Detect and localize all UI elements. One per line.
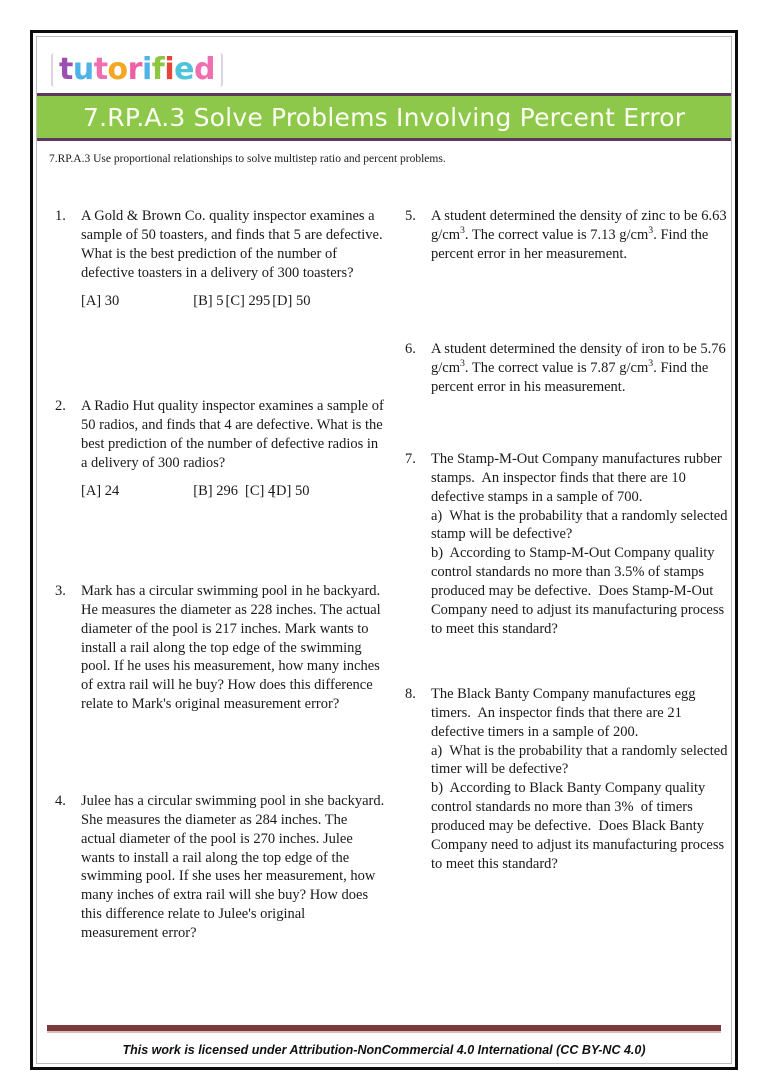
questions-area	[37, 207, 731, 1017]
worksheet-page-inner	[36, 36, 732, 1064]
logo-letter: o	[107, 52, 128, 87]
question-text: Mark has a circular swimming pool in he backyard. He measures the diameter as 228 inches. The actual diameter of the pool is 217 inches. Mark wants to install a rail along the top edge of the swimming pool. If he uses his measurement, how many inches of extra rail will he buy? How does this difference relate to Mark's original measurement error?	[81, 583, 381, 713]
question-number: 2.	[55, 398, 66, 414]
question-item	[405, 450, 732, 638]
brand-logo	[51, 47, 223, 93]
logo-letter: t	[93, 52, 108, 87]
brand-logo-text	[51, 53, 223, 87]
answer-choice[interactable]: [C] 4	[244, 483, 276, 500]
page-title: 7.RP.A.3 Solve Problems Involving Percent Error	[83, 102, 686, 132]
question-item	[405, 340, 732, 397]
answer-choice[interactable]: [D] 50	[271, 483, 310, 500]
question-body	[431, 207, 732, 264]
answer-choice[interactable]: [A] 24	[81, 483, 120, 500]
question-number: 8.	[405, 686, 416, 702]
logo-letter: d	[193, 52, 215, 87]
answer-choice[interactable]: [B] 5	[193, 293, 224, 310]
question-text: Julee has a circular swimming pool in she backyard. She measures the diameter as 284 inches. The actual diameter of the pool is 270 inches. Julee wants to install a rail along the top edge of the swimming pool. If she uses her measurement, how many inches of extra rail will she buy? How does this difference relate to Julee's original measurement error?	[81, 793, 385, 941]
worksheet-title-banner	[37, 93, 731, 141]
answer-choice[interactable]: [C] 295	[225, 293, 271, 310]
question-text: The Stamp-M-Out Company manufactures rubber stamps. An inspector finds that there are 10 defective stamps in a sample of 700. a) What is the probability that a randomly selected stamp will be defective? b) According to Stamp-M-Out Company quality control standards no more than 3.5% of stamps produced may be defective. Does Stamp-M-Out Company need to adjust its manufacturing process to meet this standard?	[431, 451, 728, 637]
license-notice: This work is licensed under Attribution-NonCommercial 4.0 International (CC BY-NC 4.0)	[122, 1043, 646, 1057]
standard-description: 7.RP.A.3 Use proportional relationships to solve multistep ratio and percent problems.	[49, 153, 446, 165]
logo-letter: r	[127, 52, 142, 87]
answer-choice[interactable]: [A] 30	[81, 293, 120, 310]
question-item	[55, 792, 385, 943]
question-text: A student determined the density of iron to be 5.76 $g/cm^3$. The correct value is 7.87 $g/cm^3$. Find the percent error in his measurement.	[431, 341, 726, 395]
answer-choice[interactable]: [B] 296	[193, 483, 238, 500]
question-body	[81, 397, 385, 501]
logo-letter: i	[141, 52, 152, 87]
footer-divider	[47, 1025, 721, 1033]
question-number: 6.	[405, 341, 416, 357]
question-number: 4.	[55, 793, 66, 809]
answer-choices	[81, 482, 385, 501]
question-body	[81, 582, 385, 714]
question-text: The Black Banty Company manufactures egg timers. An inspector finds that there are 21 defective timers in a sample of 200. a) What is the probability that a randomly selected timer will be defective? b) According to Black Banty Company quality control standards no more than 3% of timers produced may be defective. Does Black Banty Company need to adjust its manufacturing process to meet this standard?	[431, 686, 728, 872]
question-item	[405, 685, 732, 873]
answer-choice[interactable]: [D] 50	[272, 293, 311, 310]
question-number: 7.	[405, 451, 416, 467]
question-item	[55, 397, 385, 501]
logo-letter: t	[59, 52, 73, 87]
question-text: A student determined the density of zinc to be 6.63 $g/cm^3$. The correct value is 7.13 $g/cm^3$. Find the percent error in her measurement.	[431, 208, 727, 262]
question-text: A Gold & Brown Co. quality inspector examines a sample of 50 toasters, and finds that 5 are defective. What is the best prediction of the number of defective toasters in a delivery of 300 toasters?	[81, 208, 383, 281]
logo-letter: u	[72, 52, 94, 87]
question-body	[431, 450, 732, 638]
logo-letter: i	[164, 52, 175, 87]
question-item	[55, 582, 385, 714]
question-number: 3.	[55, 583, 66, 599]
question-number: 5.	[405, 208, 416, 224]
worksheet-page	[30, 30, 738, 1070]
question-body	[81, 207, 385, 311]
question-item	[405, 207, 732, 264]
question-body	[81, 792, 385, 943]
question-text: A Radio Hut quality inspector examines a sample of 50 radios, and finds that 4 are defective. What is the best prediction of the number of defective radios in a delivery of 300 radios?	[81, 398, 384, 471]
question-body	[431, 685, 732, 873]
question-body	[431, 340, 732, 397]
question-item	[55, 207, 385, 311]
logo-letter: e	[174, 52, 194, 87]
logo-letter: f	[151, 52, 165, 87]
answer-choices	[81, 292, 385, 311]
question-number: 1.	[55, 208, 66, 224]
